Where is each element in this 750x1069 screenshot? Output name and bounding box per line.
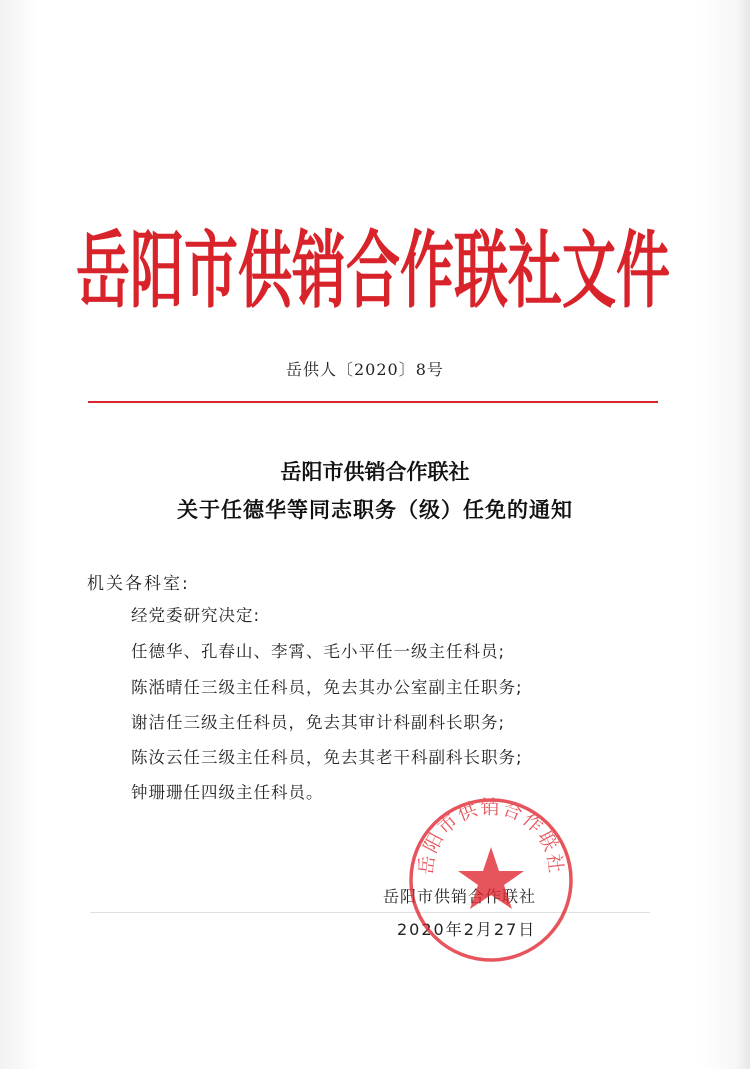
body-line: 陈湉晴任三级主任科员，免去其办公室副主任职务;: [131, 678, 523, 697]
page-edge-shadow: [736, 0, 750, 1069]
official-seal: [406, 795, 576, 965]
notice-title-line-2: 关于任德华等同志职务（级）任免的通知: [177, 497, 573, 522]
document-red-header: 岳阳市供销合作联社文件: [76, 222, 670, 320]
signature-date: 2020年2月27日: [397, 920, 537, 939]
body-line: 谢洁任三级主任科员，免去其审计科副科长职务;: [131, 713, 506, 732]
salutation: 机关各科室:: [87, 574, 190, 594]
body-line: 陈汝云任三级主任科员，免去其老干科副科长职务;: [131, 748, 523, 767]
red-divider-line: [88, 401, 658, 403]
seal-text: 岳阳市供销合作联社: [415, 796, 567, 876]
body-line: 钟珊珊任四级主任科员。: [131, 783, 324, 802]
signature-organization: 岳阳市供销合作联社: [383, 887, 537, 906]
notice-title-line-1: 岳阳市供销合作联社: [280, 459, 470, 484]
seal-star-icon: [458, 847, 524, 909]
document-number: 岳供人〔2020〕8号: [286, 360, 444, 379]
body-line: 经党委研究决定:: [131, 606, 261, 625]
body-line: 任德华、孔春山、李霄、毛小平任一级主任科员;: [131, 642, 506, 661]
